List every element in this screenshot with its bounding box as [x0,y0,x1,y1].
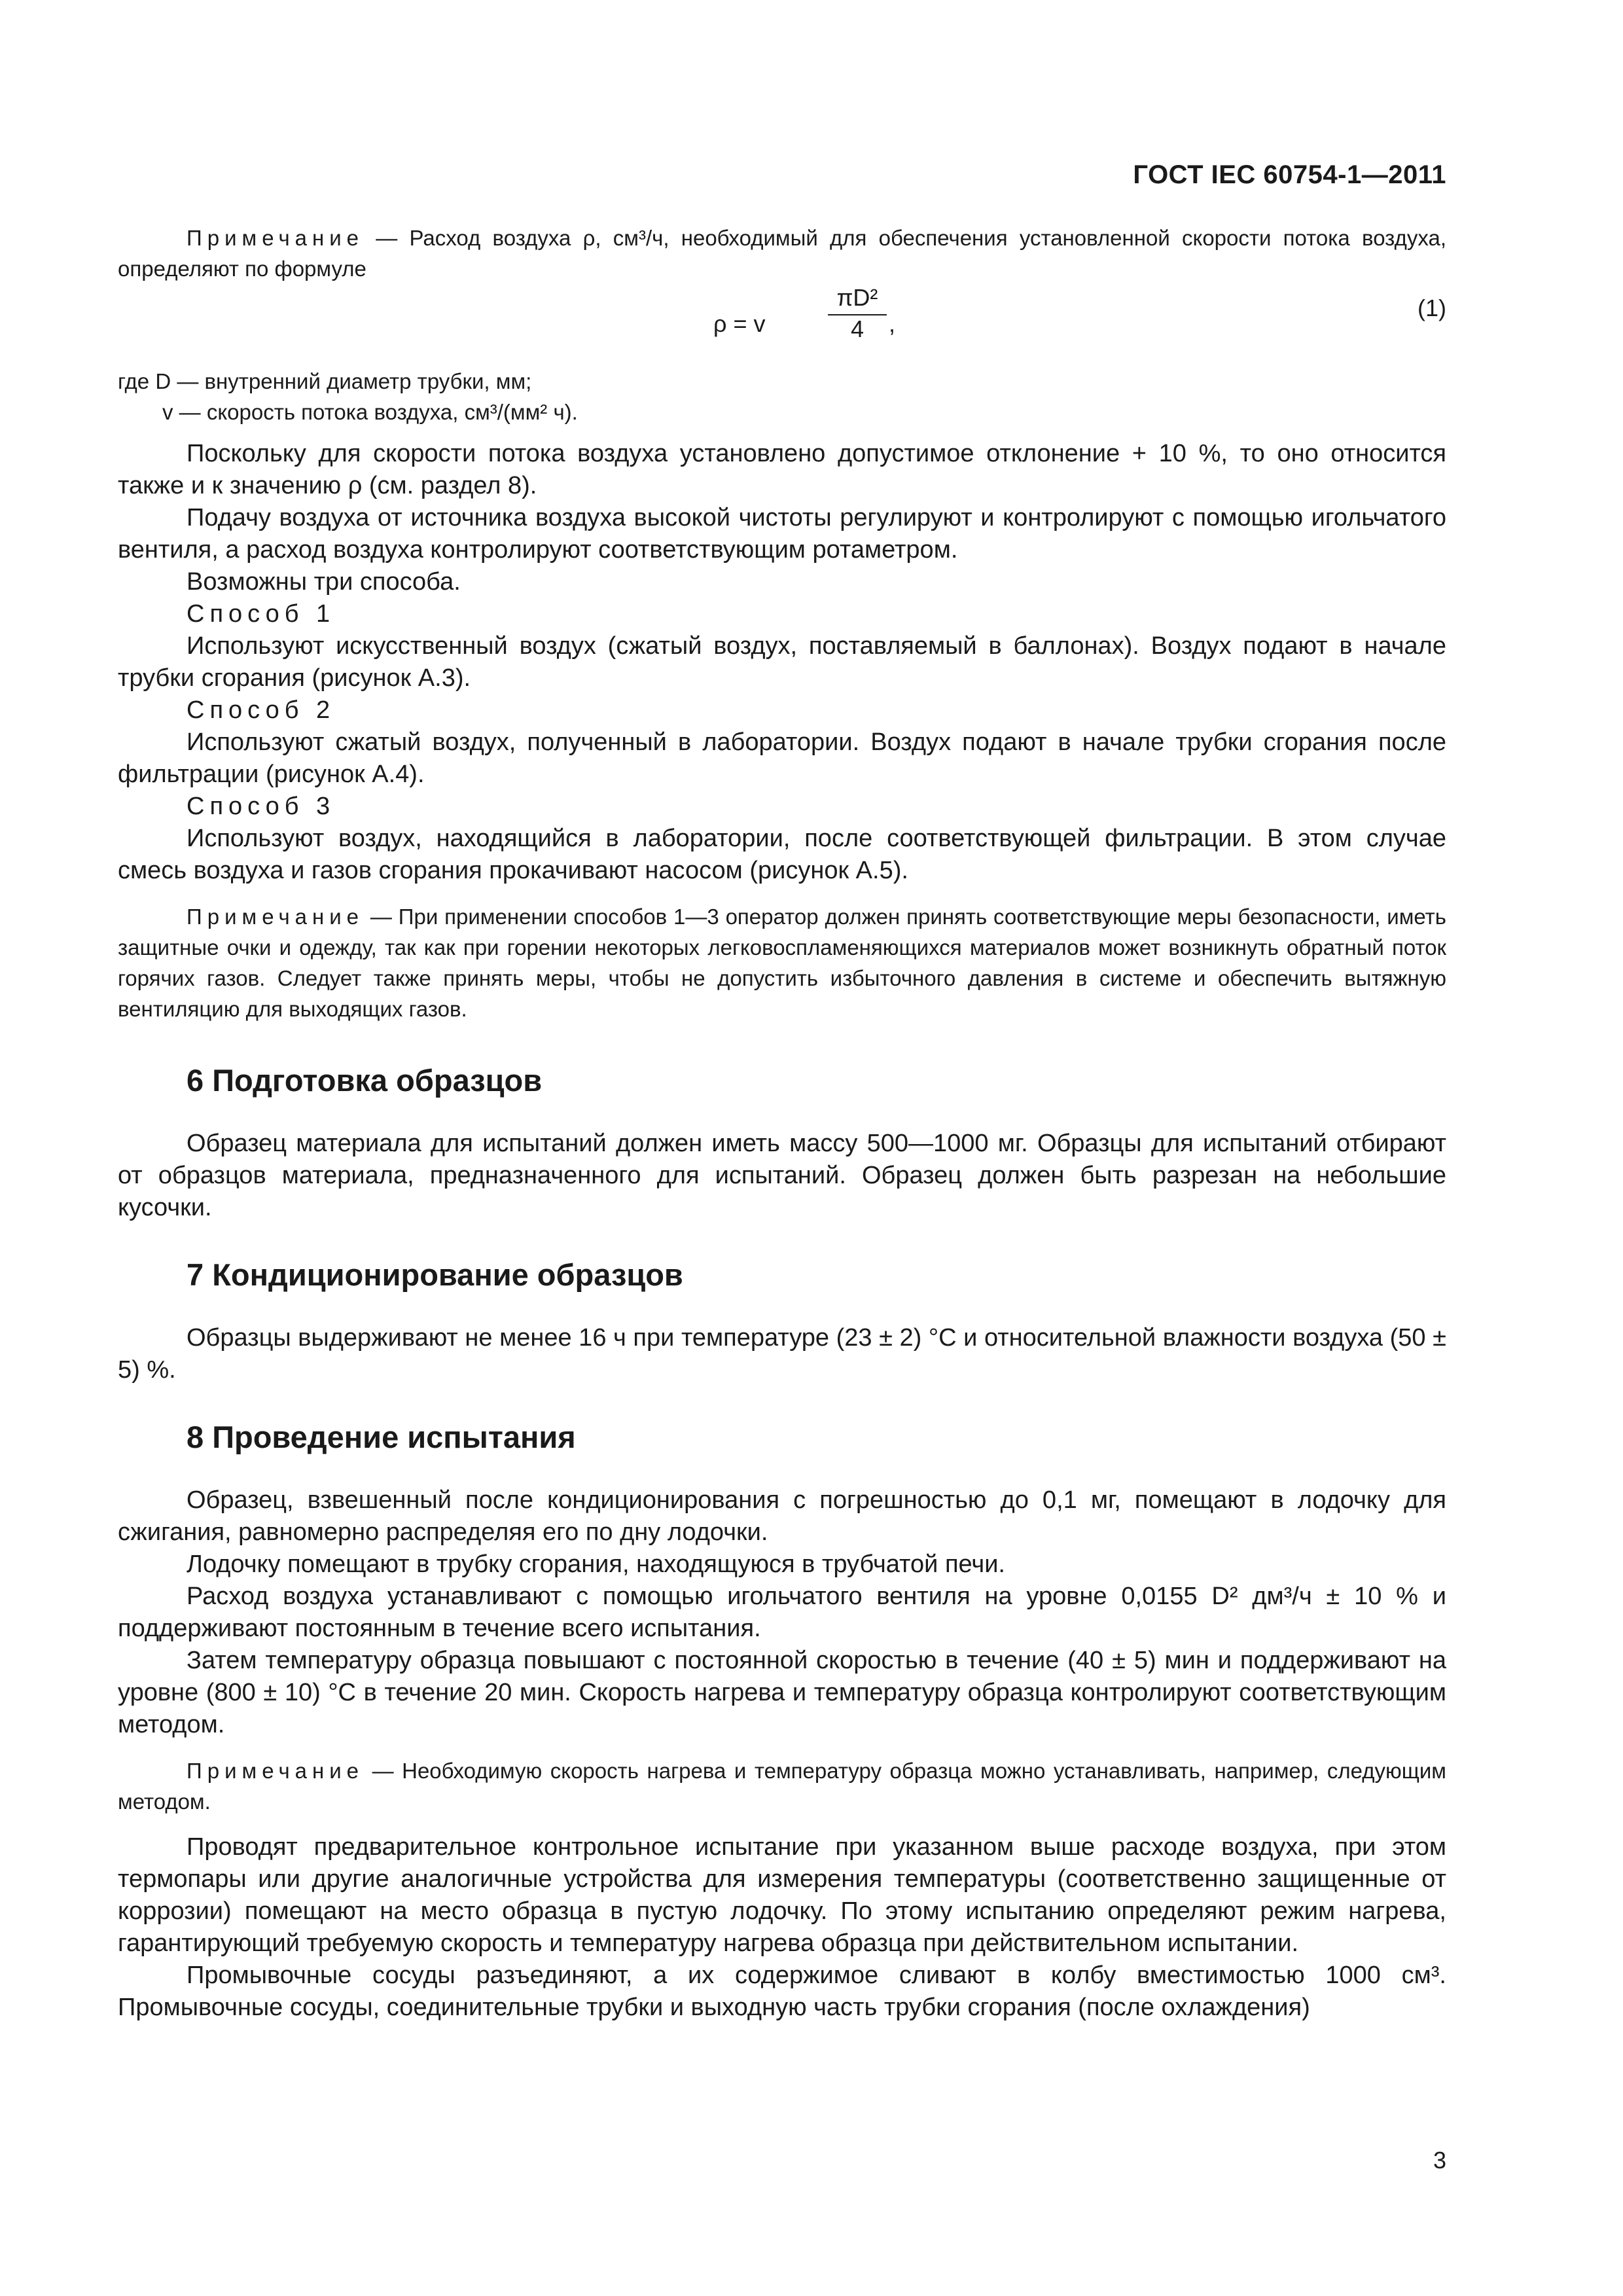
note-text: — Необходимую скорость нагрева и температуру образца можно устанавливать, например, следующим методом. [118,1759,1446,1814]
formula-fraction [828,284,887,343]
paragraph: Промывочные сосуды разъединяют, а их содержимое сливают в колбу вместимостью 1000 см³. Промывочные сосуды, соединительные трубки и выходную часть трубки сгорания (после охлаждения) [118,1962,1446,2021]
paragraph: Затем температуру образца повышают с постоянной скоростью в течение (40 ± 5) мин и поддерживают на уровне (800 ± 10) °С в течение 20 мин. Скорость нагрева и температуру образца контролируют соответствующим методом. [118,1647,1446,1738]
method-label: Способ 1 [187,600,336,628]
document-id: ГОСТ IEC 60754-1—2011 [1133,160,1446,189]
formula-comma: , [889,310,896,337]
note-label: Примечание [187,905,365,929]
paragraph: Поскольку для скорости потока воздуха установлено допустимое отклонение + 10 %, то оно относится также и к значению ρ (см. раздел 8). [118,440,1446,499]
method-text: Используют сжатый воздух, полученный в лаборатории. Воздух подают в начале трубки сгорания после фильтрации (рисунок А.4). [118,728,1446,788]
paragraph: Лодочку помещают в трубку сгорания, находящуюся в трубчатой печи. [187,1551,1005,1578]
paragraph: Возможны три способа. [187,568,461,596]
formula-number: (1) [1418,295,1446,321]
section-6-title: 6 Подготовка образцов [187,1063,543,1098]
where-line-2: v — скорость потока воздуха, см³/(мм² ч). [162,400,578,424]
method-text: Используют искусственный воздух (сжатый воздух, поставляемый в баллонах). Воздух подают в начале трубки сгорания (рисунок А.3). [118,632,1446,692]
note-label: Примечание [187,1759,365,1783]
note-2 [118,901,1446,1024]
note-label: Примечание [187,226,365,250]
formula-1 [118,284,1446,366]
formula-denominator: 4 [850,315,865,342]
paragraph: Подачу воздуха от источника воздуха высокой чистоты регулируют и контролируют с помощью игольчатого вентиля, а расход воздуха контролируют соответствующим ротаметром. [118,504,1446,564]
note-3 [118,1755,1446,1817]
formula-lhs: ρ = v [713,310,766,337]
section-7-title: 7 Кондиционирование образцов [187,1257,683,1292]
paragraph: Проводят предварительное контрольное испытание при указанном выше расходе воздуха, при этом термопары или другие аналогичные устройства для измерения температуры (соответственно защищенные от коррозии) помещают на место образца в пустую лодочку. По этому испытанию определяют режим нагрева, гарантирующий требуемую скорость и температуру нагрева образца при действительном испытании. [118,1833,1446,1957]
section-6-text: Образец материала для испытаний должен иметь массу 500—1000 мг. Образцы для испытаний отбирают от образцов материала, предназначенного для испытаний. Образец должен быть разрезан на небольшие кусочки. [118,1130,1446,1221]
where-line-1: где D — внутренний диаметр трубки, мм; [118,369,532,393]
method-label: Способ 3 [187,793,336,820]
paragraph: Расход воздуха устанавливают с помощью игольчатого вентиля на уровне 0,0155 D² дм³/ч ± 10 % и поддерживают постоянным в течение всего испытания. [118,1583,1446,1642]
section-7-text: Образцы выдерживают не менее 16 ч при температуре (23 ± 2) °С и относительной влажности воздуха (50 ± 5) %. [118,1324,1446,1384]
note-1 [118,223,1446,284]
paragraph: Образец, взвешенный после кондиционирования с погрешностью до 0,1 мг, помещают в лодочку для сжигания, равномерно распределяя его по дну лодочки. [118,1486,1446,1546]
formula-numerator: πD² [828,284,887,315]
section-8-title: 8 Проведение испытания [187,1420,576,1454]
method-label: Способ 2 [187,696,336,724]
page-body [118,151,1446,2024]
method-text: Используют воздух, находящийся в лаборатории, после соответствующей фильтрации. В этом случае смесь воздуха и газов сгорания прокачивают насосом (рисунок А.5). [118,825,1446,884]
note-text: — Расход воздуха ρ, см³/ч, необходимый для обеспечения установленной скорости потока воздуха, определяют по формуле [118,226,1446,281]
note-text: — При применении способов 1—3 оператор должен принять соответствующие меры безопасности, иметь защитные очки и одежду, так как при горении некоторых легковоспламеняющихся материалов может возникнуть обратный поток горячих газов. Следует также принять меры, чтобы не допустить избыточного давления в системе и обеспечить вытяжную вентиляцию для выходящих газов. [118,905,1446,1021]
page-number: 3 [1433,2147,1446,2174]
